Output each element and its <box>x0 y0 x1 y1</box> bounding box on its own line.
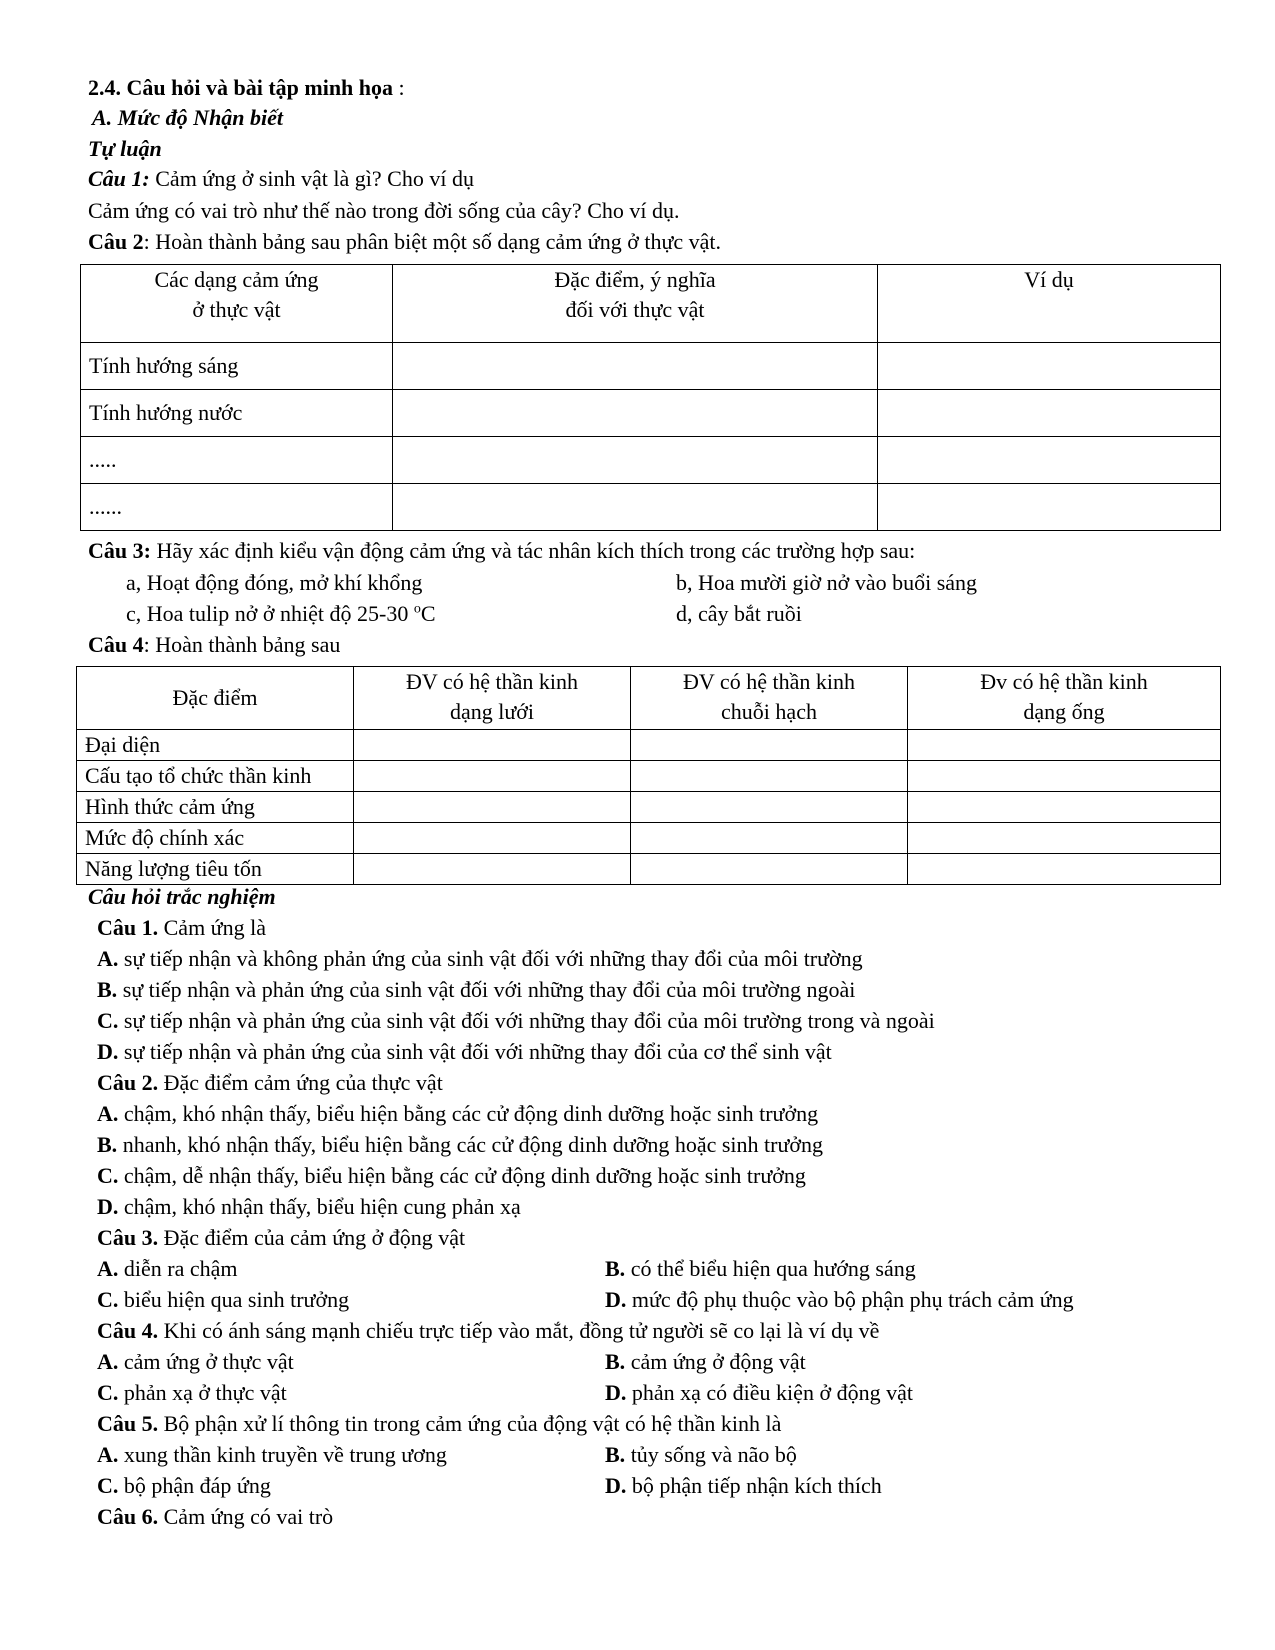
nervous-system-table <box>76 666 1221 885</box>
section-heading: 2.4. Câu hỏi và bài tập minh họa : <box>88 75 405 100</box>
question-1: Câu 1: Cảm ứng ở sinh vật là gì? Cho ví dụ <box>88 166 474 191</box>
mcq-option: D. phản xạ có điều kiện ở động vật <box>605 1380 913 1405</box>
mcq-option: C. chậm, dễ nhận thấy, biểu hiện bằng các cử động dinh dưỡng hoặc sinh trưởng <box>97 1163 806 1188</box>
table-header-row <box>77 667 1221 730</box>
table-header-cell: Các dạng cảm ứng ở thực vật <box>81 265 393 343</box>
mcq-option: B. nhanh, khó nhận thấy, biểu hiện bằng các cử động dinh dưỡng hoặc sinh trưởng <box>97 1132 824 1157</box>
mcq-option: B. cảm ứng ở động vật <box>605 1349 806 1374</box>
mcq-option: D. chậm, khó nhận thấy, biểu hiện cung phản xạ <box>97 1194 521 1219</box>
table-row: Đại diện <box>77 730 1221 761</box>
mcq-option: D. sự tiếp nhận và phản ứng của sinh vật đối với những thay đổi của cơ thể sinh vật <box>97 1039 832 1064</box>
table-row: Tính hướng nước <box>81 390 1221 437</box>
table-header-cell: ĐV có hệ thần kinh dạng lưới <box>354 667 631 730</box>
table-row: Hình thức cảm ứng <box>77 792 1221 823</box>
question-2: Câu 2: Hoàn thành bảng sau phân biệt một số dạng cảm ứng ở thực vật. <box>88 229 722 254</box>
question-1-line2: Cảm ứng có vai trò như thế nào trong đời sống của cây? Cho ví dụ. <box>88 198 680 223</box>
table-header-cell: Đv có hệ thần kinh dạng ống <box>908 667 1221 730</box>
table-row: Mức độ chính xác <box>77 823 1221 854</box>
mcq-option: C. bộ phận đáp ứng <box>97 1473 271 1498</box>
mcq-question: Câu 5. Bộ phận xử lí thông tin trong cảm ứng của động vật có hệ thần kinh là <box>97 1411 782 1436</box>
table-row: Tính hướng sáng <box>81 343 1221 390</box>
mcq-question: Câu 6. Cảm ứng có vai trò <box>97 1504 334 1529</box>
table-header-cell: Ví dụ <box>878 265 1221 343</box>
mcq-option: A. xung thần kinh truyền về trung ương <box>97 1442 447 1467</box>
mcq-question: Câu 4. Khi có ánh sáng mạnh chiếu trực tiếp vào mắt, đồng tử người sẽ co lại là ví dụ về <box>97 1318 880 1343</box>
table-header-cell: ĐV có hệ thần kinh chuỗi hạch <box>631 667 908 730</box>
q3-case-a: a, Hoạt động đóng, mở khí khổng <box>126 570 423 595</box>
question-4: Câu 4: Hoàn thành bảng sau <box>88 632 341 657</box>
mcq-option: C. phản xạ ở thực vật <box>97 1380 287 1405</box>
level-heading: A. Mức độ Nhận biết <box>92 105 284 130</box>
table-row: Năng lượng tiêu tốn <box>77 854 1221 885</box>
q3-case-c: c, Hoa tulip nở ở nhiệt độ 25-30 $^o$C <box>126 601 436 626</box>
mcq-option: D. mức độ phụ thuộc vào bộ phận phụ trách cảm ứng <box>605 1287 1074 1312</box>
q3-case-b: b, Hoa mười giờ nở vào buổi sáng <box>676 570 978 595</box>
mcq-option: A. cảm ứng ở thực vật <box>97 1349 294 1374</box>
mcq-option: D. bộ phận tiếp nhận kích thích <box>605 1473 882 1498</box>
mcq-option: A. chậm, khó nhận thấy, biểu hiện bằng các cử động dinh dưỡng hoặc sinh trưởng <box>97 1101 819 1126</box>
table-row: ..... <box>81 437 1221 484</box>
mcq-option: B. sự tiếp nhận và phản ứng của sinh vật đối với những thay đổi của môi trường ngoài <box>97 977 856 1002</box>
table-row: ...... <box>81 484 1221 531</box>
table-header-cell: Đặc điểm, ý nghĩa đối với thực vật <box>393 265 878 343</box>
table-header-cell: Đặc điểm <box>77 667 354 730</box>
mcq-option: A. diễn ra chậm <box>97 1256 238 1281</box>
plant-response-table <box>80 264 1221 531</box>
mcq-option: B. tủy sống và não bộ <box>605 1442 797 1467</box>
mcq-question: Câu 2. Đặc điểm cảm ứng của thực vật <box>97 1070 443 1095</box>
table-header-row <box>81 265 1221 343</box>
question-3: Câu 3: Hãy xác định kiểu vận động cảm ứng và tác nhân kích thích trong các trường hợp sau: <box>88 538 916 563</box>
mcq-option: C. sự tiếp nhận và phản ứng của sinh vật đối với những thay đổi của môi trường trong và ngoài <box>97 1008 935 1033</box>
mcq-option: C. biểu hiện qua sinh trưởng <box>97 1287 350 1312</box>
mcq-question: Câu 1. Cảm ứng là <box>97 915 266 940</box>
table-row: Cấu tạo tổ chức thần kinh <box>77 761 1221 792</box>
mcq-option: A. sự tiếp nhận và không phản ứng của sinh vật đối với những thay đổi của môi trường <box>97 946 863 971</box>
q3-case-d: d, cây bắt ruồi <box>676 601 802 626</box>
mcq-option: B. có thể biểu hiện qua hướng sáng <box>605 1256 916 1281</box>
essay-heading: Tự luận <box>88 136 162 161</box>
mcq-question: Câu 3. Đặc điểm của cảm ứng ở động vật <box>97 1225 466 1250</box>
mcq-heading: Câu hỏi trắc nghiệm <box>88 884 276 909</box>
